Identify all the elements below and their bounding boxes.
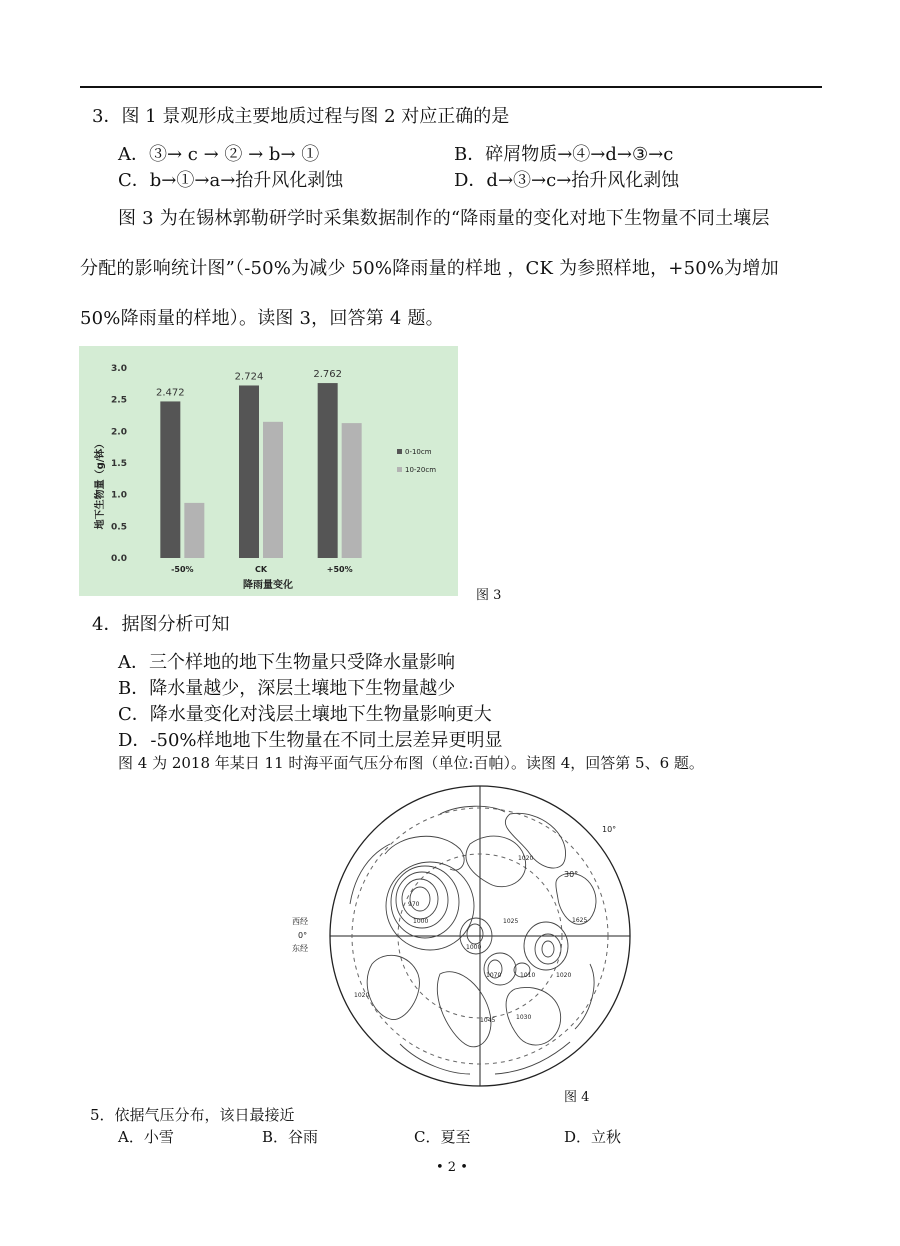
q5-option-d: D．立秋: [564, 1128, 622, 1146]
bar-0-10cm-CK: [239, 385, 259, 558]
data-label: 2.472: [156, 387, 185, 399]
q3-option-c: C．b→①→a→抬升风化剥蚀: [118, 170, 344, 191]
zero-longitude-label: 0°: [298, 931, 308, 940]
bar-10-20cm-CK: [263, 422, 283, 558]
y-tick-label: 3.0: [111, 364, 127, 374]
isobar-label: 1030: [516, 1014, 532, 1021]
legend-swatch: [397, 467, 402, 472]
intro3-line2: 分配的影响统计图”（-50%为减少 50%降雨量的样地 ，CK 为参照样地，+50%为增加: [80, 258, 779, 279]
chart-xlabel: 降雨量变化: [243, 580, 293, 591]
q5-option-b: B．谷雨: [262, 1128, 319, 1146]
isobar-label: 1045: [480, 1017, 496, 1024]
bar-0-10cm-+50%: [318, 383, 338, 558]
y-tick-label: 0.0: [111, 554, 127, 564]
isobar-label: 1020: [556, 972, 572, 979]
x-category-label: CK: [254, 565, 268, 574]
q4-option-a: A．三个样地的地下生物量只受降水量影响: [118, 652, 455, 673]
y-tick-label: 2.5: [111, 395, 127, 406]
y-tick-label: 1.0: [111, 490, 127, 501]
east-longitude-label: 东经: [292, 944, 308, 953]
q4-option-b: B．降水量越少，深层土壤地下生物量越少: [118, 678, 456, 699]
q3-option-a: A．③→ c → ② → b→ ①: [118, 144, 320, 165]
bar-10-20cm-+50%: [342, 423, 362, 558]
figure4-pressure-map: [290, 774, 670, 1099]
data-label: 2.762: [313, 369, 342, 381]
q4-option-d: D．-50%样地地下生物量在不同土层差异更明显: [118, 730, 503, 751]
q3-stem: 3．图 1 景观形成主要地质过程与图 2 对应正确的是: [92, 106, 510, 127]
q5-option-a: A．小雪: [118, 1128, 174, 1146]
west-longitude-label: 西经: [292, 917, 308, 926]
intro3-line1: 图 3 为在锡林郭勒研学时采集数据制作的“降雨量的变化对地下生物量不同土壤层: [118, 208, 770, 229]
isobar-label: 970: [408, 901, 420, 908]
legend-label: 0-10cm: [405, 448, 432, 456]
bar-0-10cm--50%: [160, 401, 180, 558]
lat-label-10: 10°: [602, 825, 617, 834]
page-number: • 2 •: [436, 1160, 468, 1175]
q4-stem: 4．据图分析可知: [92, 614, 230, 635]
intro4: 图 4 为 2018 年某日 11 时海平面气压分布图（单位:百帕）。读图 4，回答第 5、6 题。: [118, 754, 704, 772]
q5-option-c: C．夏至: [414, 1128, 471, 1146]
isobar-label: 1070: [486, 972, 502, 979]
legend-label: 10-20cm: [405, 466, 437, 474]
data-label: 2.724: [234, 371, 264, 383]
q3-option-b: B．碎屑物质→④→d→③→c: [454, 144, 674, 165]
figure4-caption: 图 4: [564, 1090, 590, 1105]
isobar-label: 1625: [572, 917, 588, 924]
lat-label-30: 30°: [564, 870, 579, 879]
y-tick-label: 1.5: [111, 459, 127, 469]
y-tick-label: 2.0: [111, 427, 127, 438]
isobar-lines: [350, 806, 596, 1074]
isobar-label: 1000: [466, 944, 482, 951]
top-rule: [80, 86, 822, 88]
isobar-label: 1020: [518, 855, 534, 862]
isobar-label: 1025: [503, 918, 519, 925]
figure3-chart-svg: [79, 346, 458, 596]
x-category-label: +50%: [326, 565, 353, 574]
isobar-label: 1010: [520, 972, 536, 979]
q3-option-d: D．d→③→c→抬升风化剥蚀: [454, 170, 680, 191]
x-category-label: -50%: [171, 565, 194, 574]
figure3-chart: [79, 346, 458, 596]
q4-option-c: C．降水量变化对浅层土壤地下生物量影响更大: [118, 704, 492, 725]
figure3-caption: 图 3: [476, 588, 502, 603]
y-tick-label: 0.5: [111, 522, 127, 533]
intro3-line3: 50%降雨量的样地）。读图 3，回答第 4 题。: [80, 308, 444, 329]
isobar-label: 1020: [354, 992, 370, 999]
chart-ylabel: 地下生物量（g/钵）: [95, 438, 106, 530]
q5-stem: 5．依据气压分布，该日最接近: [90, 1106, 295, 1124]
legend-swatch: [397, 449, 402, 454]
isobar-label: 1000: [413, 918, 429, 925]
bar-10-20cm--50%: [184, 503, 204, 558]
